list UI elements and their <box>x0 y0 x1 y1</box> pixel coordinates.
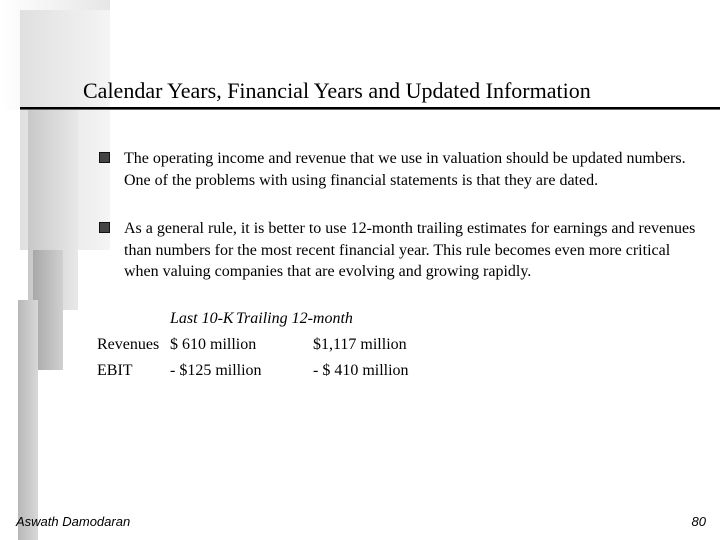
bullet-text: The operating income and revenue that we use in valuation should be updated numbers. One of the problems with using financial statements is that they are dated. <box>124 150 686 189</box>
footer-author: Aswath Damodaran <box>16 514 131 529</box>
table-header-last-10k: Last 10-K <box>170 310 234 327</box>
square-bullet-icon <box>99 152 110 163</box>
table-cell: - $125 million <box>170 362 262 379</box>
bullet-item <box>124 148 699 191</box>
slide-title: Calendar Years, Financial Years and Updated Information <box>83 78 591 103</box>
table-cell: $ 610 million <box>170 336 257 353</box>
table-row-label: EBIT <box>97 362 133 379</box>
bullet-text: As a general rule, it is better to use 12-month trailing estimates for earnings and revenues than numbers for the most recent financial year. This rule becomes even more critical when valuing companies that are evolving and growing rapidly. <box>124 220 696 280</box>
page-number: 80 <box>691 514 706 529</box>
bullet-item <box>124 218 699 283</box>
title-divider <box>20 107 720 110</box>
background-decoration <box>18 300 38 540</box>
square-bullet-icon <box>99 222 110 233</box>
table-cell: - $ 410 million <box>313 362 409 379</box>
table-cell: $1,117 million <box>313 336 407 353</box>
table-header-trailing-12-month: Trailing 12-month <box>236 310 353 327</box>
table-row-label: Revenues <box>97 336 160 353</box>
